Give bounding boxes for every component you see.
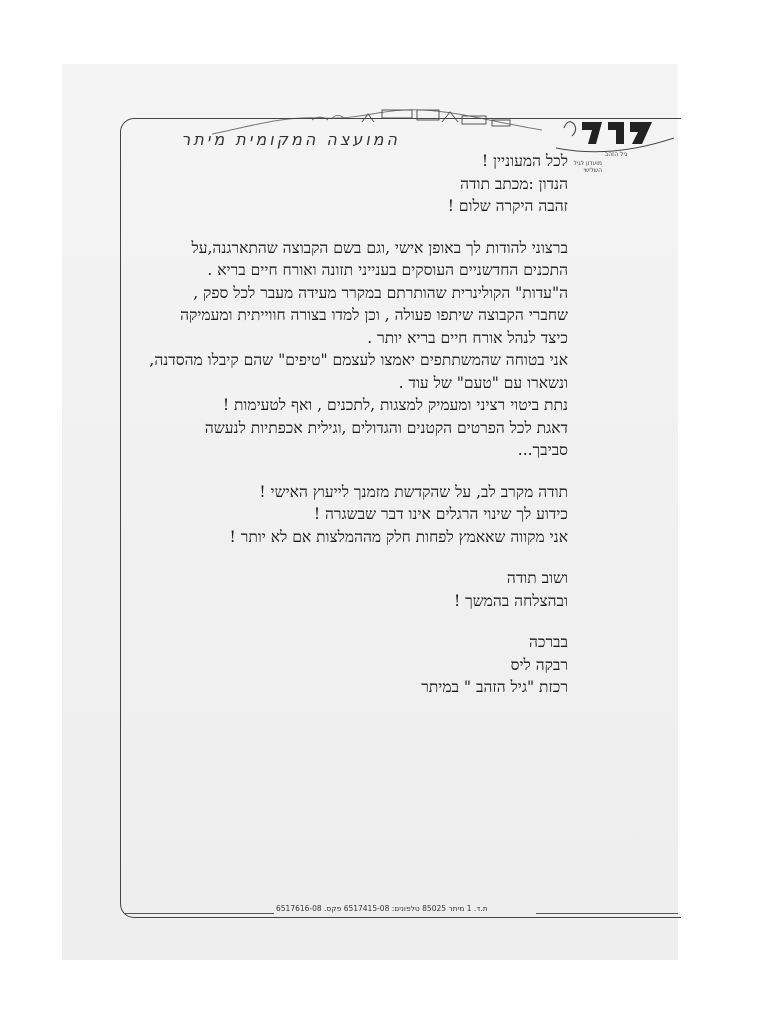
letter-line: ונשארו עם "טעם" של עוד . (398, 373, 568, 392)
logo-subtext: מועדון לגיל השלישי (573, 160, 602, 174)
letter-line: אני מקווה שאאמץ לפחות חלק מההמלצות אם לא יותר ! (229, 527, 568, 546)
letter-body (128, 150, 568, 699)
gil-hazahav-logo (556, 108, 674, 158)
scanned-page (62, 64, 678, 960)
letter-line: שחברי הקבוצה שיתפו פעולה , וכן למדו בצורה חווייתית ומעמיקה (180, 306, 568, 324)
signature-line: בברכה (528, 633, 568, 651)
letter-paper (62, 64, 678, 960)
letter-line: ברצוני להודות לך באופן אישי ,וגם בשם הקבוצה שהתארגנה,על (191, 238, 568, 257)
letter-line: לכל המעוניין ! (481, 152, 568, 170)
letter-line: ובהצלחה בהמשך ! (453, 591, 568, 610)
letter-line: סביבך... (517, 441, 568, 459)
letter-line: ושוב תודה (506, 569, 568, 587)
letter-line: כידוע לך שינוי הרגלים אינו דבר שבשגרה ! (313, 505, 568, 523)
letter-line: התכנים החדשניים העוסקים בענייני תזונה ואורח חיים בריא . (207, 261, 568, 279)
logo-wordmark: גיל הזהב (604, 151, 628, 158)
letter-line: נתת ביטוי רציני ומעמיק למצגות ,לתכנים , ואף לטעימות ! (222, 396, 568, 414)
letter-line: כיצד לנהל אורח חיים בריא יותר . (367, 328, 568, 347)
letter-line: תודה מקרב לב, על שהקדשת מזמנך לייעוץ האישי ! (259, 482, 568, 501)
footer-contact: ת.ד. 1 מיתר 85025 טלפונים: 6517415-08 פקס. 6517616-08 (276, 904, 488, 913)
footer-rule (124, 913, 274, 914)
letter-line: ה"עדות" הקולינרית שהותרתם במקרר מעידה מעבר לכל ספק , (193, 283, 568, 302)
letter-line: אני בטוחה שהמשתתפים יאמצו לעצמם "טיפים" שהם קיבלו מהסדנה, (149, 351, 568, 369)
signature-line: רבקה ליס (510, 655, 568, 674)
letter-line: דאגת לכל הפרטים הקטנים והגדולים ,וגילית אכפתיות לנעשה (204, 418, 568, 437)
footer-rule (536, 913, 678, 914)
council-name: המועצה המקומית מיתר (181, 130, 400, 149)
signature-line: רכזת "גיל הזהב " במיתר (421, 678, 568, 696)
letter-line: זהבה היקרה שלום ! (447, 197, 568, 215)
letter-line: הנדון :מכתב תודה (460, 174, 568, 193)
